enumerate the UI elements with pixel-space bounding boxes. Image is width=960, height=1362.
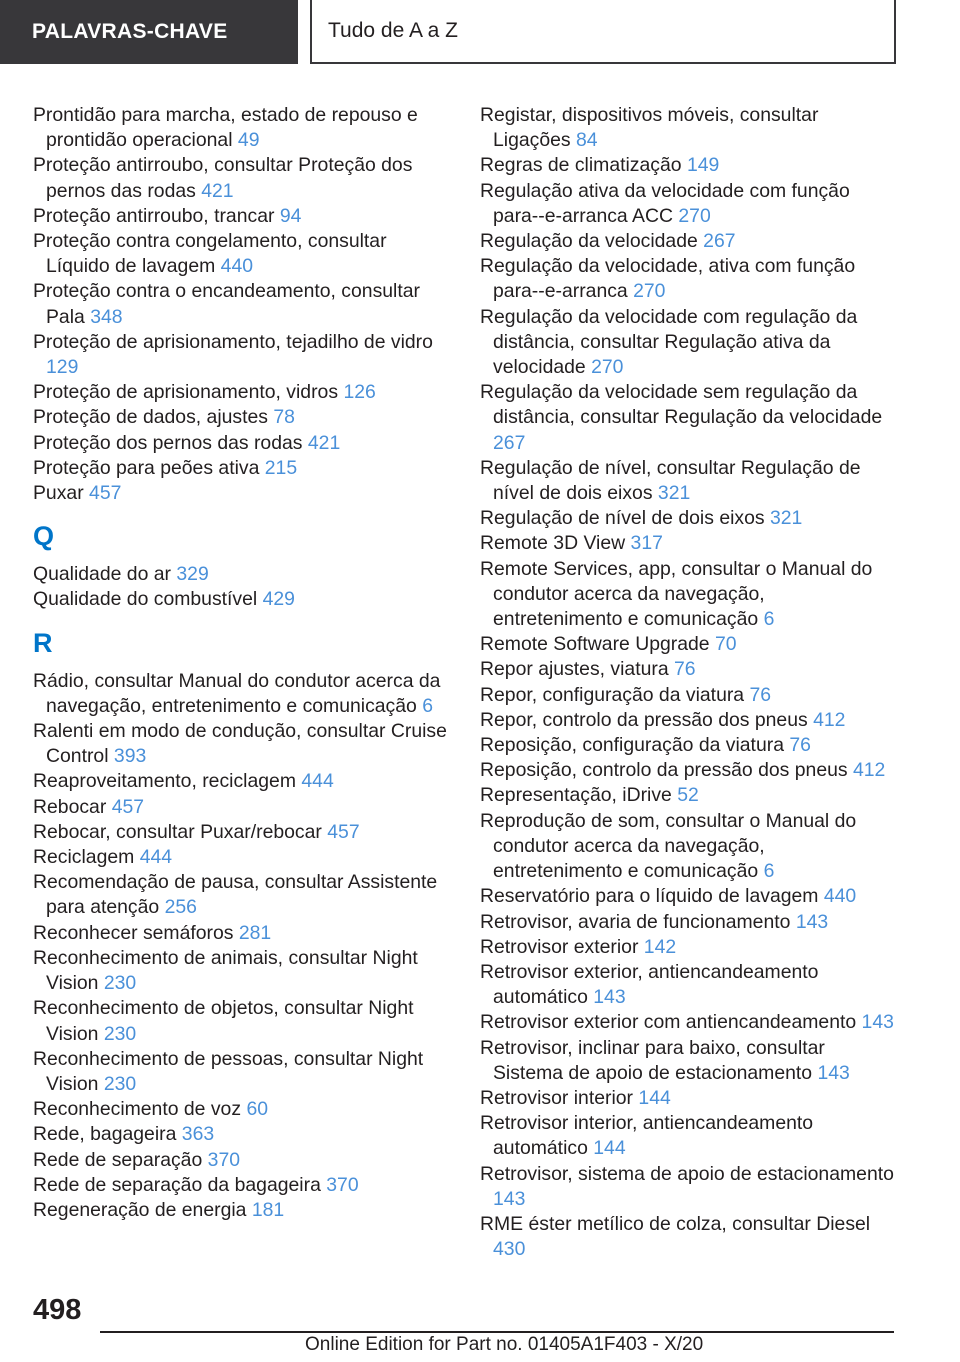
index-entry <box>480 935 898 960</box>
index-entry <box>33 204 453 229</box>
index-entry <box>480 884 898 909</box>
index-entry-page-link[interactable]: 94 <box>279 204 302 227</box>
index-entry-page-link[interactable]: 126 <box>343 381 376 404</box>
index-entry-term: Representação, iDrive <box>480 784 672 807</box>
index-entry-page-link[interactable]: 421 <box>307 431 341 454</box>
index-entry <box>33 1148 453 1173</box>
index-letter-q: Q <box>33 521 55 552</box>
index-entry-page-link[interactable]: 143 <box>593 986 626 1009</box>
index-entry-page-link[interactable]: 49 <box>237 129 260 152</box>
index-entry-page-link[interactable]: 76 <box>674 658 696 681</box>
index-entry-page-link[interactable]: 457 <box>89 482 122 505</box>
index-entry <box>480 456 898 506</box>
index-entry-page-link[interactable]: 457 <box>111 795 145 818</box>
index-entry-page-link[interactable]: 321 <box>769 507 803 530</box>
index-entry-term: Retrovisor interior, antiencandeamento automático <box>480 1112 814 1160</box>
index-entry-term: Rebocar, consultar Puxar/rebocar <box>33 820 322 843</box>
index-entry-term: Proteção para peões ativa <box>33 456 260 479</box>
index-column-left <box>33 103 453 1223</box>
chapter-title: Tudo de A a Z <box>328 19 458 42</box>
index-entry <box>480 1111 898 1161</box>
index-entry-page-link[interactable]: 6 <box>422 694 434 717</box>
index-entry <box>33 795 453 820</box>
index-entry-term: Regulação da velocidade com regulação da distância, consultar Regulação ativa da velocidade <box>480 305 858 379</box>
index-entry-term: Retrovisor, avaria de funcionamento <box>480 910 791 933</box>
footer-divider <box>100 1331 894 1333</box>
index-entry-term: Reconhecer semáforos <box>33 921 234 944</box>
index-entry-term: Rádio, consultar Manual do condutor acerca da navegação, entretenimento e comunicação <box>33 669 441 717</box>
index-entry <box>480 632 898 657</box>
index-entry <box>480 708 898 733</box>
index-entry-term: Reservatório para o líquido de lavagem <box>480 885 819 908</box>
index-entry <box>33 481 453 506</box>
index-entry-term: Proteção antirroubo, trancar <box>33 204 275 227</box>
index-entry-page-link[interactable]: 329 <box>176 563 209 586</box>
index-entry <box>33 380 453 405</box>
index-entry-term: Regulação da velocidade, ativa com função para--e-arranca <box>480 255 856 303</box>
index-entry <box>33 921 453 946</box>
index-entry-page-link[interactable]: 129 <box>46 356 79 379</box>
index-entry <box>480 783 898 808</box>
index-entry-page-link[interactable]: 421 <box>201 179 234 202</box>
index-entry-page-link[interactable]: 370 <box>326 1173 359 1196</box>
index-entry-page-link[interactable]: 144 <box>638 1086 671 1109</box>
index-entry-page-link[interactable]: 78 <box>273 406 295 429</box>
index-entry <box>480 531 898 556</box>
index-entry <box>33 719 453 769</box>
index-entry-term: Proteção de dados, ajustes <box>33 406 268 429</box>
index-entry-page-link[interactable]: 142 <box>643 935 677 958</box>
index-letter-r: R <box>33 627 53 658</box>
index-entry-term: Regulação da velocidade sem regulação da distância, consultar Regulação da velocidade <box>480 381 883 429</box>
index-entry-term: Reprodução de som, consultar o Manual do condutor acerca da navegação, entretenimento e comunicação <box>480 809 857 883</box>
index-entry-page-link[interactable]: 363 <box>181 1123 215 1146</box>
index-entry-page-link[interactable]: 430 <box>493 1238 526 1261</box>
index-entry <box>33 153 453 203</box>
index-entry-page-link[interactable]: 370 <box>207 1148 241 1171</box>
index-entry-term: Reconhecimento de animais, consultar Night Vision <box>33 946 418 995</box>
index-entry <box>33 405 453 430</box>
index-group-p <box>33 103 453 506</box>
index-group-r-continued <box>480 103 898 1262</box>
index-entry-page-link[interactable]: 348 <box>90 305 123 328</box>
index-entry-term: Proteção contra o encandeamento, consultar Pala <box>33 280 420 328</box>
index-entry-page-link[interactable]: 270 <box>591 356 624 379</box>
index-entry-term: Reconhecimento de voz <box>33 1098 242 1121</box>
section-tab <box>0 0 298 64</box>
index-entry <box>480 809 898 885</box>
index-entry-page-link[interactable]: 444 <box>301 770 334 793</box>
index-entry <box>33 229 453 279</box>
index-entry-page-link[interactable]: 230 <box>103 972 137 995</box>
index-entry <box>33 820 453 845</box>
index-entry-page-link[interactable]: 149 <box>686 154 720 177</box>
index-entry-term: Repor, configuração da viatura <box>480 683 745 706</box>
index-entry-term: Recomendação de pausa, consultar Assistente para atenção <box>33 871 438 919</box>
index-entry <box>480 733 898 758</box>
index-entry-term: Regulação de nível, consultar Regulação de nível de dois eixos <box>480 456 861 505</box>
index-entry-term: Qualidade do combustível <box>33 588 258 611</box>
index-entry-page-link[interactable]: 215 <box>264 456 298 479</box>
index-entry-term: Proteção contra congelamento, consultar Líquido de lavagem <box>33 230 387 278</box>
index-entry-term: Regulação ativa da velocidade com função para--e-arranca ACC <box>480 179 850 227</box>
index-entry-term: Puxar <box>33 482 84 505</box>
index-entry-page-link[interactable]: 76 <box>749 683 772 706</box>
index-entry <box>480 380 898 456</box>
index-entry <box>480 1162 898 1212</box>
index-entry-page-link[interactable]: 440 <box>220 255 254 278</box>
index-entry <box>480 1212 898 1262</box>
index-entry-term: Qualidade do ar <box>33 563 171 586</box>
chapter-header <box>310 0 896 64</box>
index-entry-page-link[interactable]: 440 <box>823 885 857 908</box>
index-entry-page-link[interactable]: 270 <box>633 280 666 303</box>
index-entry-page-link[interactable]: 143 <box>493 1187 526 1210</box>
index-entry-page-link[interactable]: 76 <box>789 734 811 757</box>
index-entry <box>480 960 898 1010</box>
index-entry-term: Retrovisor exterior <box>480 935 639 958</box>
index-entry <box>33 1198 453 1223</box>
index-entry-term: Retrovisor exterior com antiencandeamento <box>480 1011 857 1034</box>
index-entry-term: Reconhecimento de objetos, consultar Night Vision <box>33 997 414 1045</box>
index-entry-term: Reconhecimento de pessoas, consultar Night Vision <box>33 1047 424 1095</box>
index-entry-page-link[interactable]: 70 <box>714 633 737 656</box>
index-group-r <box>33 669 453 1223</box>
index-entry-term: Rede, bagageira <box>33 1123 177 1146</box>
index-entry <box>33 103 453 153</box>
index-entry-page-link[interactable]: 143 <box>817 1061 850 1084</box>
index-entry <box>480 254 898 304</box>
index-entry <box>33 279 453 329</box>
index-entry-term: Regras de climatização <box>480 154 682 177</box>
index-entry-term: Registar, dispositivos móveis, consultar Ligações <box>480 104 819 152</box>
index-entry <box>33 1097 453 1122</box>
index-entry-term: Proteção antirroubo, consultar Proteção dos pernos das rodas <box>33 154 413 202</box>
index-entry <box>480 229 898 254</box>
index-entry-page-link[interactable]: 412 <box>813 708 846 731</box>
edition-note: Online Edition for Part no. 01405A1F403 - X/20 <box>305 1334 704 1355</box>
index-entry <box>33 946 453 996</box>
index-entry <box>33 431 453 456</box>
index-entry-term: Reciclagem <box>33 846 135 869</box>
index-entry-term: Remote Software Upgrade <box>480 633 710 656</box>
index-entry <box>33 330 453 380</box>
index-entry <box>33 1122 453 1147</box>
index-entry-term: RME éster metílico de colza, consultar Diesel <box>480 1212 871 1235</box>
index-entry-page-link[interactable]: 230 <box>103 1022 137 1045</box>
index-entry <box>480 910 898 935</box>
index-entry <box>480 506 898 531</box>
index-entry <box>33 669 453 719</box>
index-entry-page-link[interactable]: 256 <box>164 896 197 919</box>
index-entry-term: Proteção de aprisionamento, vidros <box>33 381 339 404</box>
index-entry-term: Reposição, controlo da pressão dos pneus <box>480 759 848 782</box>
index-entry-term: Regeneração de energia <box>33 1198 247 1221</box>
index-entry-page-link[interactable]: 143 <box>861 1011 894 1034</box>
index-entry-page-link[interactable]: 52 <box>677 784 699 807</box>
index-entry-term: Proteção de aprisionamento, tejadilho de vidro <box>33 330 433 353</box>
index-entry <box>480 103 898 153</box>
index-entry-page-link[interactable]: 321 <box>657 482 691 505</box>
index-entry-term: Regulação de nível de dois eixos <box>480 507 765 530</box>
index-entry-term: Regulação da velocidade <box>480 230 698 253</box>
index-entry-page-link[interactable]: 429 <box>262 588 295 611</box>
index-entry-page-link[interactable]: 6 <box>763 860 775 883</box>
index-entry-page-link[interactable]: 270 <box>678 204 711 227</box>
index-entry-page-link[interactable]: 144 <box>593 1137 626 1160</box>
index-entry <box>480 758 898 783</box>
index-entry <box>33 769 453 794</box>
index-entry-term: Retrovisor, sistema de apoio de estacionamento <box>480 1162 894 1185</box>
index-entry <box>33 1047 453 1097</box>
index-entry-term: Retrovisor interior <box>480 1086 634 1109</box>
index-entry <box>33 562 453 587</box>
index-entry-term: Repor, controlo da pressão dos pneus <box>480 708 808 731</box>
index-entry-page-link[interactable]: 143 <box>795 910 829 933</box>
section-label: PALAVRAS-CHAVE <box>32 20 228 43</box>
index-entry <box>480 305 898 381</box>
index-entry-term: Reposição, configuração da viatura <box>480 734 784 757</box>
index-entry-page-link[interactable]: 393 <box>113 745 147 768</box>
index-entry-page-link[interactable]: 444 <box>139 846 173 869</box>
index-entry-term: Retrovisor, inclinar para baixo, consultar Sistema de apoio de estacionamento <box>480 1036 825 1084</box>
index-entry-page-link[interactable]: 317 <box>630 532 663 555</box>
index-entry-term: Reaproveitamento, reciclagem <box>33 770 296 793</box>
index-entry-page-link[interactable]: 60 <box>246 1098 269 1121</box>
index-entry-term: Remote 3D View <box>480 532 626 555</box>
index-entry-term: Retrovisor exterior, antiencandeamento automático <box>480 960 819 1009</box>
index-entry <box>480 179 898 229</box>
index-entry <box>480 153 898 178</box>
index-entry-page-link[interactable]: 281 <box>238 921 272 944</box>
index-entry-term: Proteção dos pernos das rodas <box>33 431 303 454</box>
index-entry-page-link[interactable]: 84 <box>576 129 598 152</box>
index-entry <box>33 456 453 481</box>
page-number: 498 <box>33 1294 82 1326</box>
index-entry-page-link[interactable]: 267 <box>703 230 736 253</box>
index-entry-page-link[interactable]: 6 <box>763 608 775 631</box>
index-entry-term: Remote Services, app, consultar o Manual do condutor acerca da navegação, entretenimento e comunicação <box>480 557 873 631</box>
index-entry-page-link[interactable]: 267 <box>493 431 526 454</box>
index-entry <box>33 996 453 1046</box>
index-entry <box>480 557 898 633</box>
index-column-right <box>480 103 898 1262</box>
index-entry <box>480 683 898 708</box>
index-entry <box>33 845 453 870</box>
index-entry <box>480 657 898 682</box>
index-entry-term: Ralenti em modo de condução, consultar Cruise Control <box>33 720 447 768</box>
index-entry <box>33 870 453 920</box>
index-entry <box>33 1173 453 1198</box>
index-entry-term: Prontidão para marcha, estado de repouso e prontidão operacional <box>33 104 418 152</box>
index-entry <box>480 1010 898 1035</box>
index-entry <box>33 587 453 612</box>
index-entry-term: Repor ajustes, viatura <box>480 658 669 681</box>
index-entry-page-link[interactable]: 457 <box>327 820 360 843</box>
index-entry-term: Rede de separação <box>33 1148 203 1171</box>
index-entry <box>480 1036 898 1086</box>
index-group-q <box>33 562 453 612</box>
index-entry-page-link[interactable]: 230 <box>103 1072 137 1095</box>
index-entry-page-link[interactable]: 412 <box>852 759 886 782</box>
index-entry <box>480 1086 898 1111</box>
index-entry-term: Rebocar <box>33 795 107 818</box>
index-entry-term: Rede de separação da bagageira <box>33 1173 321 1196</box>
index-entry-page-link[interactable]: 181 <box>251 1198 285 1221</box>
